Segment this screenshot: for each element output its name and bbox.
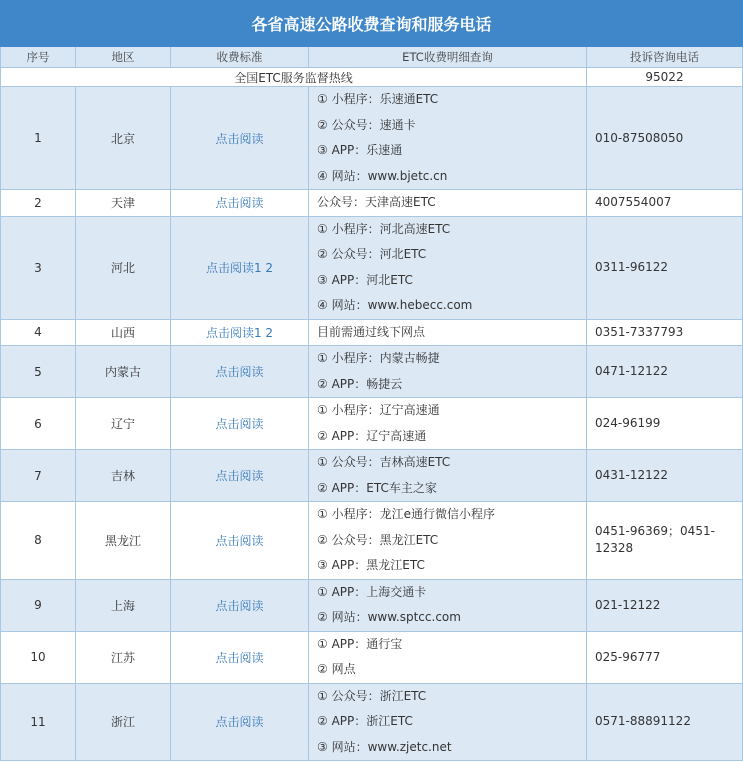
table-title: 各省高速公路收费查询和服务电话: [1, 1, 743, 47]
row-number: 1: [1, 87, 76, 190]
table-row: [1, 346, 743, 398]
etc-query-item: ④ 网站：www.bjetc.cn: [317, 168, 448, 183]
etc-query-item: ① 小程序：龙江e通行微信小程序: [317, 507, 495, 521]
table-row: [1, 87, 743, 190]
etc-query-cell: [309, 319, 587, 346]
etc-query-item: ① 小程序：内蒙古畅捷: [317, 351, 440, 365]
row-region: 内蒙古: [76, 346, 171, 398]
etc-query-item: ① 小程序：乐速通ETC: [317, 92, 439, 106]
fee-link[interactable]: 点击阅读: [171, 87, 309, 190]
header-region: 地区: [76, 47, 171, 68]
etc-query-cell: [309, 346, 587, 398]
table-row: [1, 631, 743, 683]
fee-link[interactable]: 点击阅读: [171, 579, 309, 631]
etc-query-cell: [309, 87, 587, 190]
row-region: 辽宁: [76, 398, 171, 450]
etc-query-item: ② 网点: [317, 662, 356, 676]
etc-query-cell: [309, 579, 587, 631]
hotline-row: [1, 68, 743, 87]
header-num: 序号: [1, 47, 76, 68]
etc-query-item: ③ APP：河北ETC: [317, 272, 413, 287]
etc-query-item: 公众号：天津高速ETC: [317, 195, 436, 209]
row-phone: 021-12122: [587, 579, 743, 631]
etc-query-item: ③ 网站：www.zjetc.net: [317, 739, 452, 754]
row-number: 10: [1, 631, 76, 683]
fee-link[interactable]: 点击阅读1 2: [171, 216, 309, 319]
fee-link[interactable]: 点击阅读1 2: [171, 319, 309, 346]
etc-query-item: ② 公众号：黑龙江ETC: [317, 532, 439, 547]
header-fee: 收费标准: [171, 47, 309, 68]
etc-query-item: 目前需通过线下网点: [317, 324, 426, 339]
header-tel: 投诉咨询电话: [587, 47, 743, 68]
row-number: 6: [1, 398, 76, 450]
etc-query-cell: [309, 683, 587, 761]
row-phone: 024-96199: [587, 398, 743, 450]
fee-link[interactable]: 点击阅读: [171, 631, 309, 683]
etc-query-item: ④ 网站：www.hebecc.com: [317, 298, 473, 312]
table-row: [1, 683, 743, 761]
etc-query-item: ① APP：上海交通卡: [317, 584, 427, 599]
etc-query-item: ② 公众号：速通卡: [317, 117, 416, 132]
etc-query-item: ② APP：ETC车主之家: [317, 480, 437, 495]
header-row: [1, 47, 743, 68]
etc-query-item: ① 小程序：辽宁高速通: [317, 403, 440, 417]
etc-query-item: ① 小程序：河北高速ETC: [317, 221, 451, 236]
table-row: [1, 216, 743, 319]
row-phone: 0431-12122: [587, 450, 743, 502]
table-row: [1, 579, 743, 631]
etc-query-item: ③ APP：乐速通: [317, 143, 403, 157]
row-region: 北京: [76, 87, 171, 190]
table-row: [1, 398, 743, 450]
row-region: 河北: [76, 216, 171, 319]
row-number: 4: [1, 319, 76, 346]
row-phone: 0571-88891122: [587, 683, 743, 761]
table-row: [1, 319, 743, 346]
row-number: 5: [1, 346, 76, 398]
row-phone: 0451-96369；0451-12328: [587, 502, 743, 580]
province-rows: [1, 87, 743, 761]
row-region: 天津: [76, 190, 171, 217]
row-number: 11: [1, 683, 76, 761]
row-number: 2: [1, 190, 76, 217]
row-number: 3: [1, 216, 76, 319]
etc-query-item: ② APP：浙江ETC: [317, 714, 413, 728]
fee-link[interactable]: 点击阅读: [171, 190, 309, 217]
etc-query-item: ② 公众号：河北ETC: [317, 247, 427, 261]
etc-query-cell: [309, 398, 587, 450]
etc-query-cell: [309, 450, 587, 502]
etc-query-item: ① 公众号：浙江ETC: [317, 688, 427, 703]
fee-link[interactable]: 点击阅读: [171, 398, 309, 450]
header-etc: ETC收费明细查询: [309, 47, 587, 68]
table-row: [1, 502, 743, 580]
fee-link[interactable]: 点击阅读: [171, 450, 309, 502]
table-row: [1, 450, 743, 502]
etc-query-cell: [309, 502, 587, 580]
row-phone: 4007554007: [587, 190, 743, 217]
etc-query-item: ② APP：畅捷云: [317, 376, 403, 391]
row-number: 8: [1, 502, 76, 580]
fee-link[interactable]: 点击阅读: [171, 346, 309, 398]
row-region: 山西: [76, 319, 171, 346]
row-phone: 010-87508050: [587, 87, 743, 190]
row-phone: 0311-96122: [587, 216, 743, 319]
etc-query-item: ② APP：辽宁高速通: [317, 428, 427, 443]
row-number: 7: [1, 450, 76, 502]
row-region: 上海: [76, 579, 171, 631]
etc-query-cell: [309, 190, 587, 217]
row-region: 江苏: [76, 631, 171, 683]
row-phone: 0351-7337793: [587, 319, 743, 346]
row-phone: 025-96777: [587, 631, 743, 683]
etc-query-item: ① 公众号：吉林高速ETC: [317, 455, 451, 469]
row-region: 吉林: [76, 450, 171, 502]
row-phone: 0471-12122: [587, 346, 743, 398]
etc-query-cell: [309, 631, 587, 683]
etc-query-item: ③ APP：黑龙江ETC: [317, 558, 425, 572]
etc-query-item: ② 网站：www.sptcc.com: [317, 610, 461, 624]
etc-query-cell: [309, 216, 587, 319]
table-row: [1, 190, 743, 217]
fee-link[interactable]: 点击阅读: [171, 683, 309, 761]
row-number: 9: [1, 579, 76, 631]
row-region: 浙江: [76, 683, 171, 761]
etc-query-item: ① APP：通行宝: [317, 636, 403, 651]
hotline-number: 95022: [587, 68, 743, 87]
row-region: 黑龙江: [76, 502, 171, 580]
fee-link[interactable]: 点击阅读: [171, 502, 309, 580]
hotline-label: 全国ETC服务监督热线: [1, 68, 587, 87]
